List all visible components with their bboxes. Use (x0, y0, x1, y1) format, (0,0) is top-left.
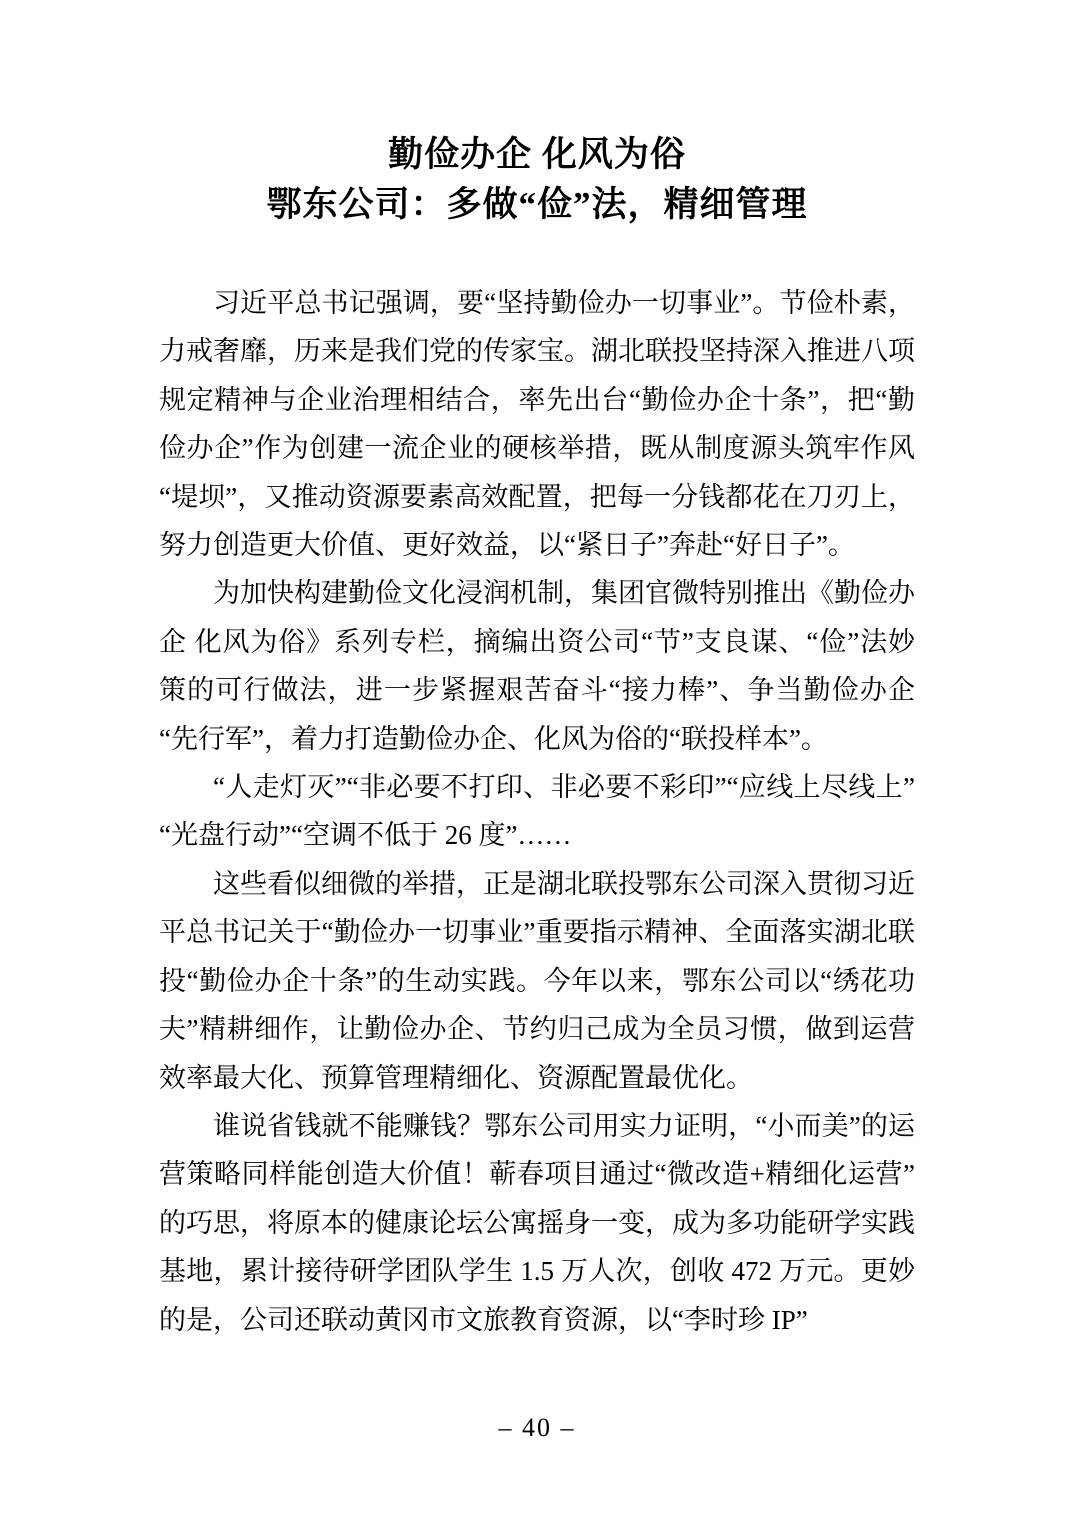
paragraph-4: 这些看似细微的举措，正是湖北联投鄂东公司深入贯彻习近平总书记关于“勤俭办一切事业”重要指示精神、全面落实湖北联投“勤俭办企十条”的生动实践。今年以来，鄂东公司以“绣花功夫”精耕细作，让勤俭办企、节约归己成为全员习惯，做到运营效率最大化、预算管理精细化、资源配置最优化。 (159, 868, 915, 1093)
paragraph-2: 为加快构建勤俭文化浸润机制，集团官微特别推出《勤俭办企 化风为俗》系列专栏，摘编出资公司“节”支良谋、“俭”法妙策的可行做法，进一步紧握艰苦奋斗“接力棒”、争当勤俭办企“先行军”，着力打造勤俭办企、化风为俗的“联投样本”。 (159, 578, 915, 754)
paragraph-5: 谁说省钱就不能赚钱？鄂东公司用实力证明，“小而美”的运营策略同样能创造大价值！蕲春项目通过“微改造+精细化运营”的巧思，将原本的健康论坛公寓摇身一变，成为多功能研学实践基地，累计接待研学团队学生 1.5 万人次，创收 472 万元。更妙的是，公司还联动黄冈市文旅教育资源，以“李时珍 IP” (159, 1110, 915, 1335)
title-line-1: 勤俭办企 化风为俗 (388, 135, 686, 174)
document-title (0, 0, 1074, 230)
paragraph-1: 习近平总书记强调，要“坚持勤俭办一切事业”。节俭朴素，力戒奢靡，历来是我们党的传家宝。湖北联投坚持深入推进八项规定精神与企业治理相结合，率先出台“勤俭办企十条”，把“勤俭办企”作为创建一流企业的硬核举措，既从制度源头筑牢作风“堤坝”，又推动资源要素高效配置，把每一分钱都花在刀刃上，努力创造更大价值、更好效益，以“紧日子”奔赴“好日子”。 (159, 288, 915, 561)
title-line-2: 鄂东公司：多做“俭”法，精细管理 (266, 185, 808, 224)
paragraph-3: “人走灯灭”“非必要不打印、非必要不彩印”“应线上尽线上”“光盘行动”“空调不低于 26 度”…… (159, 772, 915, 851)
document-body (159, 279, 915, 1344)
page-number: – 40 – (498, 1413, 576, 1442)
